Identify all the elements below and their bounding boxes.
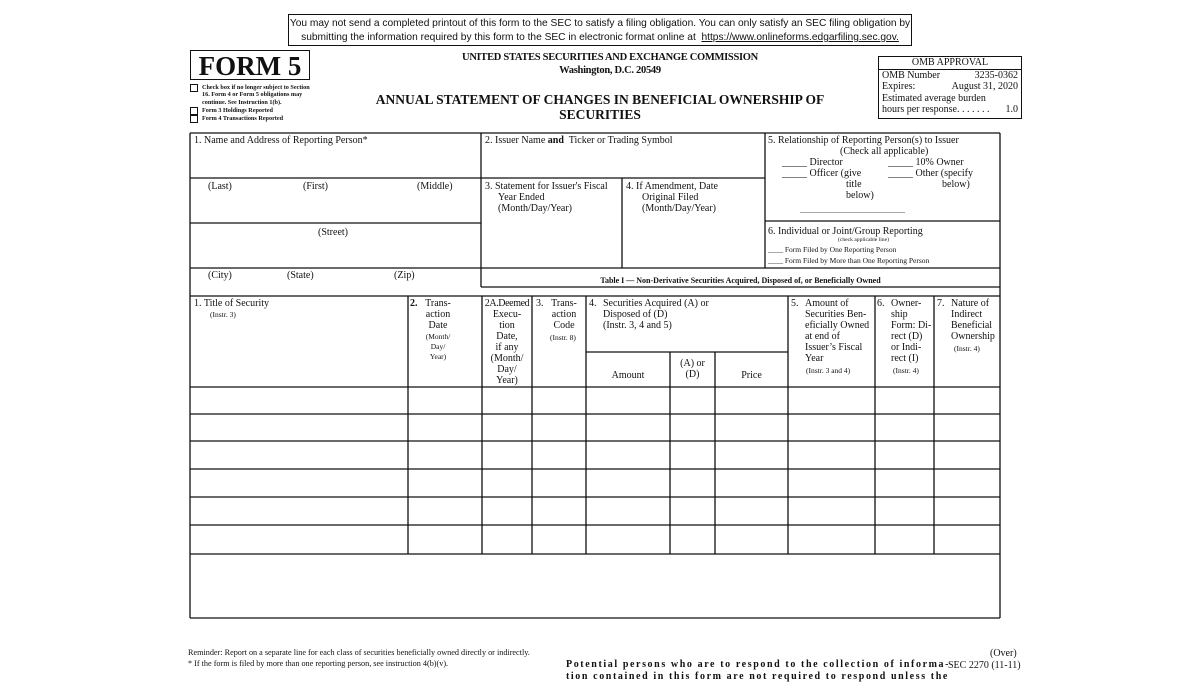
col5-line-4: at end of <box>805 331 840 342</box>
col4-a-or-d-line-2: (D) <box>685 369 700 380</box>
col3-header <box>544 298 584 331</box>
footer-reminder: Reminder: Report on a separate line for each class of securities beneficially owned directly or indirectly. <box>188 648 530 657</box>
col5-line-3: eficially Owned <box>805 320 870 331</box>
col2a-line-7: Day/ <box>497 364 517 375</box>
director-option[interactable]: _____ Director <box>782 157 843 168</box>
col2-line-1: Trans- <box>425 298 451 309</box>
filed-by-one-option[interactable]: ____ Form Filed by One Reporting Person <box>768 245 897 254</box>
box4-line-1: 4. If Amendment, Date <box>626 181 718 192</box>
col4-line-3: (Instr. 3, 4 and 5) <box>603 320 672 331</box>
col2a-line-3: tion <box>499 320 515 331</box>
col2a-line-6: (Month/ <box>490 353 524 364</box>
section16-checkbox-label: Check box if no longer subject to Section 16. Form 4 or Form 5 obligations may continue. See Instruction 1(b). <box>202 84 310 106</box>
potential-line-2: tion contained in this form are not required to respond unless the <box>566 671 949 682</box>
box2-label-suffix: Ticker or Trading Symbol <box>568 135 673 146</box>
col2-sub-2: Day/ <box>430 342 446 351</box>
omb-number-value: 3235-0362 <box>974 69 1018 81</box>
col7-line-4: Ownership <box>951 331 995 342</box>
box3-line-2: Year Ended <box>498 192 545 203</box>
col3-line-2: action <box>551 309 577 320</box>
col4-price-header: Price <box>741 370 762 381</box>
col5-line-2: Securities Ben- <box>805 309 867 320</box>
col2a-header <box>482 298 532 386</box>
col6-line-5: or Indi- <box>891 342 922 353</box>
reporting-person-street-field[interactable] <box>191 193 480 222</box>
notice-line-1: You may not send a completed printout of this form to the SEC to satisfy a filing obligation. You can only satisfy an SEC filing obligation by <box>289 18 911 29</box>
filed-by-multiple-option[interactable]: ____ Form Filed by More than One Reporting Person <box>768 256 930 265</box>
ten-percent-owner-option[interactable]: _____ 10% Owner <box>888 157 964 168</box>
omb-burden-label: hours per response. . . . . . . <box>882 104 990 115</box>
other-option-line-2: below) <box>942 179 970 190</box>
table-row[interactable] <box>191 470 999 496</box>
col2a-line-5: if any <box>495 342 519 353</box>
box1-state: (State) <box>287 270 314 281</box>
col3-instr: (Instr. 8) <box>550 333 576 342</box>
col1-header: 1. Title of Security <box>194 298 270 309</box>
col2a-line-2: Execu- <box>492 309 522 320</box>
col7-line-2: Indirect <box>951 309 983 320</box>
col6-header <box>891 298 931 364</box>
col4-header <box>603 298 709 331</box>
col4-a-or-d-line-1: (A) or <box>680 358 705 369</box>
box1-first: (First) <box>303 181 328 192</box>
col5-line-1: Amount of <box>805 298 849 309</box>
main-title-line-2: SECURITIES <box>559 107 641 122</box>
box5-check-all: (Check all applicable) <box>840 146 929 157</box>
col3-num: 3. <box>536 298 544 309</box>
col2a-line-1: 2A.Deemed <box>484 298 530 309</box>
col6-num: 6. <box>877 298 885 309</box>
box1-zip: (Zip) <box>394 270 415 281</box>
col2-date-format <box>416 332 460 362</box>
other-option[interactable]: _____ Other (specify <box>888 168 973 179</box>
potential-line-1: Potential persons who are to respond to the collection of informa- <box>566 659 951 670</box>
box3-label <box>485 181 608 214</box>
form-title: FORM 5 <box>190 50 310 80</box>
col7-header <box>951 298 995 342</box>
col6-line-4: rect (D) <box>891 331 923 342</box>
box1-middle: (Middle) <box>417 181 453 192</box>
col2a-line-8: Year) <box>496 375 518 386</box>
box4-line-2: Original Filed <box>642 192 699 203</box>
col5-line-5: Issuer’s Fiscal <box>805 342 863 353</box>
issuer-name-field[interactable] <box>482 148 764 177</box>
col2-sub-1: (Month/ <box>425 332 451 341</box>
box6-label: 6. Individual or Joint/Group Reporting <box>768 226 923 237</box>
reporting-person-name-field[interactable] <box>191 148 480 177</box>
officer-option-line-3: below) <box>846 190 874 201</box>
table-row[interactable] <box>191 526 999 553</box>
box1-last: (Last) <box>208 181 232 192</box>
box3-line-3: (Month/Day/Year) <box>498 203 572 214</box>
col2a-line-4: Date, <box>496 331 518 342</box>
notice-line-2-text: submitting the information required by this form to the SEC in electronic format online at <box>301 32 696 43</box>
col6-line-3: Form: Di- <box>891 320 932 331</box>
officer-title-line[interactable]: ______________________________ <box>800 206 905 214</box>
box3-line-1: 3. Statement for Issuer's Fiscal <box>485 181 608 192</box>
officer-option-line-2: title <box>846 179 862 190</box>
box1-label: 1. Name and Address of Reporting Person* <box>194 135 368 146</box>
edgar-url-link[interactable]: https://www.onlineforms.edgarfiling.sec.gov. <box>701 32 899 43</box>
box6-note: (check applicable line) <box>838 237 889 243</box>
omb-expires-label: Expires: <box>882 81 916 92</box>
col4-a-or-d-header <box>670 358 715 380</box>
col3-line-3: Code <box>553 320 575 331</box>
footer-sec-number: SEC 2270 (11-11) <box>948 660 1021 671</box>
officer-option[interactable]: _____ Officer (give <box>782 168 862 179</box>
col5-num: 5. <box>791 298 799 309</box>
omb-expires-value: August 31, 2020 <box>951 81 1018 92</box>
form4-transactions-label: Form 4 Transactions Reported <box>202 115 284 123</box>
box2-label-prefix: 2. Issuer Name <box>485 135 546 146</box>
table-row[interactable] <box>191 415 999 440</box>
box5-label: 5. Relationship of Reporting Person(s) to Issuer <box>768 135 959 146</box>
omb-heading: OMB APPROVAL <box>879 57 1021 70</box>
col1-instr: (Instr. 3) <box>210 310 236 319</box>
col4-num: 4. <box>589 298 597 309</box>
omb-burden-line: Estimated average burden <box>882 92 986 104</box>
col5-header <box>805 298 869 364</box>
omb-number-label: OMB Number <box>882 69 941 81</box>
col2-line-3: Date <box>428 320 448 331</box>
box4-line-3: (Month/Day/Year) <box>642 203 716 214</box>
col2-line-2: action <box>425 309 451 320</box>
main-title-line-1: ANNUAL STATEMENT OF CHANGES IN BENEFICIAL OWNERSHIP OF <box>375 92 825 107</box>
col4-line-2: Disposed of (D) <box>603 309 668 320</box>
col4-line-1: Securities Acquired (A) or <box>603 298 709 309</box>
col7-num: 7. <box>937 298 945 309</box>
col7-instr: (Instr. 4) <box>954 344 980 353</box>
box2-label-and: and <box>547 135 564 146</box>
col5-instr: (Instr. 3 and 4) <box>806 366 851 375</box>
footer-over: (Over) <box>990 648 1017 659</box>
form3-holdings-label: Form 3 Holdings Reported <box>202 107 273 115</box>
col2-sub-3: Year) <box>429 352 447 361</box>
box1-street: (Street) <box>318 227 348 238</box>
agency-location: Washington, D.C. 20549 <box>559 65 661 76</box>
col6-line-6: rect (I) <box>891 353 919 364</box>
col6-instr: (Instr. 4) <box>893 366 919 375</box>
table-row[interactable] <box>191 442 999 468</box>
col7-line-1: Nature of <box>951 298 990 309</box>
col7-line-3: Beneficial <box>951 320 993 331</box>
footer-potential-persons <box>566 659 951 682</box>
col6-line-2: ship <box>891 309 908 320</box>
col2-header <box>416 298 460 331</box>
box2-label <box>485 135 673 146</box>
col3-line-1: Trans- <box>551 298 577 309</box>
omb-burden-value: 1.0 <box>1005 104 1018 115</box>
table-row[interactable] <box>191 388 999 413</box>
table-row[interactable] <box>191 498 999 524</box>
col4-amount-header: Amount <box>611 370 645 381</box>
col6-line-1: Owner- <box>891 298 922 309</box>
col5-line-6: Year <box>805 353 824 364</box>
box4-label <box>626 181 718 214</box>
footer-note: * If the form is filed by more than one reporting person, see instruction 4(b)(v). <box>188 659 449 668</box>
box1-city: (City) <box>208 270 232 281</box>
col2-num: 2. <box>410 298 418 309</box>
agency-name: UNITED STATES SECURITIES AND EXCHANGE COMMISSION <box>462 52 758 63</box>
table1-title: Table I — Non-Derivative Securities Acquired, Disposed of, or Beneficially Owned <box>600 276 881 285</box>
